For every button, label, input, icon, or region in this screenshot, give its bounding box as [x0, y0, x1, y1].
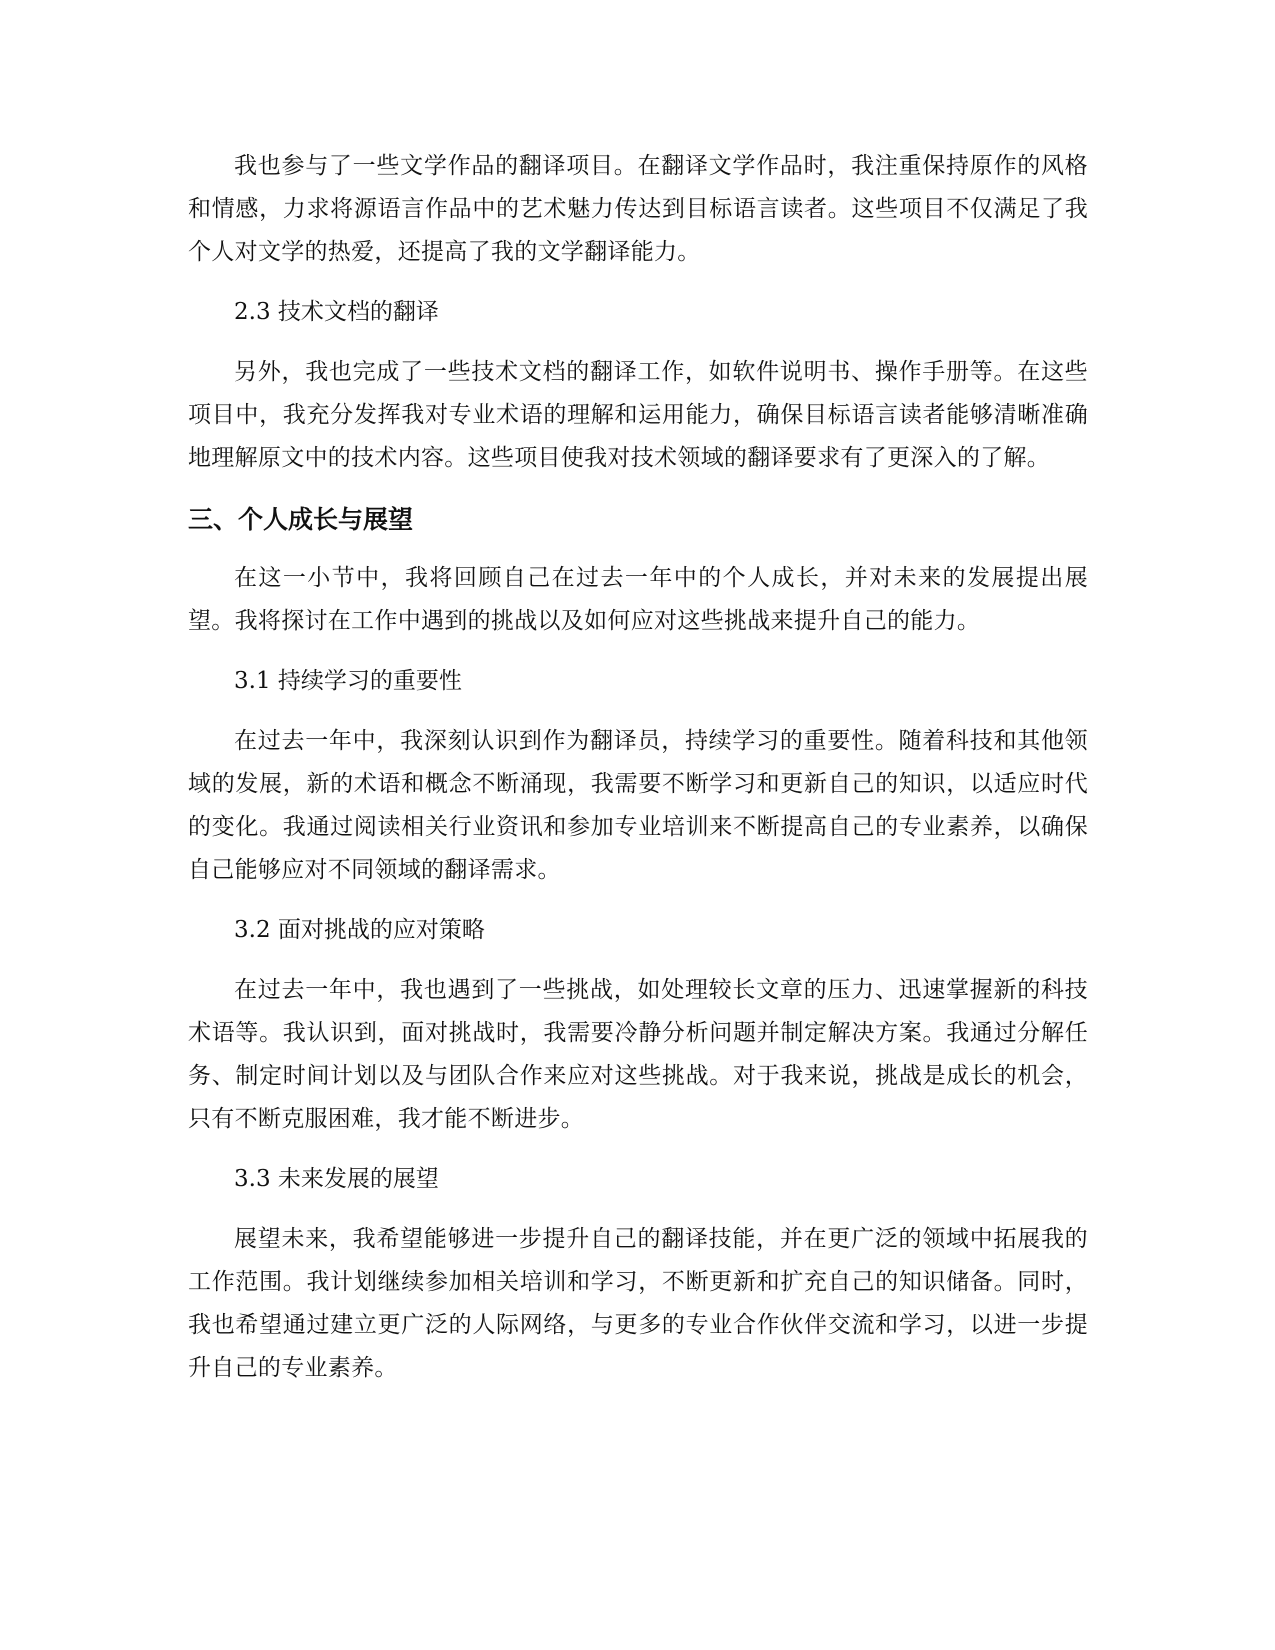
paragraph-continuous-learning: 在过去一年中，我深刻认识到作为翻译员，持续学习的重要性。随着科技和其他领域的发展，新的术语和概念不断涌现，我需要不断学习和更新自己的知识，以适应时代的变化。我通过阅读相关行业资讯和参加专业培训来不断提高自己的专业素养，以确保自己能够应对不同领域的翻译需求。	[188, 728, 1088, 883]
subheading-3-1: 3.1 持续学习的重要性	[234, 668, 462, 694]
subheading-3-3: 3.3 未来发展的展望	[234, 1166, 439, 1192]
paragraph-section-intro: 在这一小节中，我将回顾自己在过去一年中的个人成长，并对未来的发展提出展望。我将探讨在工作中遇到的挑战以及如何应对这些挑战来提升自己的能力。	[188, 565, 1088, 634]
paragraph-technical-translation: 另外，我也完成了一些技术文档的翻译工作，如软件说明书、操作手册等。在这些项目中，我充分发挥我对专业术语的理解和运用能力，确保目标语言读者能够清晰准确地理解原文中的技术内容。这些项目使我对技术领域的翻译要求有了更深入的了解。	[188, 359, 1088, 471]
subheading-2-3: 2.3 技术文档的翻译	[234, 299, 439, 325]
document-body	[188, 145, 1088, 1407]
section-heading-3: 三、个人成长与展望	[188, 505, 414, 534]
subheading-3-2: 3.2 面对挑战的应对策略	[234, 917, 485, 943]
paragraph-challenges: 在过去一年中，我也遇到了一些挑战，如处理较长文章的压力、迅速掌握新的科技术语等。我认识到，面对挑战时，我需要冷静分析问题并制定解决方案。我通过分解任务、制定时间计划以及与团队合作来应对这些挑战。对于我来说，挑战是成长的机会，只有不断克服困难，我才能不断进步。	[188, 977, 1088, 1132]
paragraph-literary-translation: 我也参与了一些文学作品的翻译项目。在翻译文学作品时，我注重保持原作的风格和情感，力求将源语言作品中的艺术魅力传达到目标语言读者。这些项目不仅满足了我个人对文学的热爱，还提高了我的文学翻译能力。	[188, 153, 1088, 265]
paragraph-future-outlook: 展望未来，我希望能够进一步提升自己的翻译技能，并在更广泛的领域中拓展我的工作范围。我计划继续参加相关培训和学习，不断更新和扩充自己的知识储备。同时，我也希望通过建立更广泛的人际网络，与更多的专业合作伙伴交流和学习，以进一步提升自己的专业素养。	[188, 1226, 1088, 1381]
